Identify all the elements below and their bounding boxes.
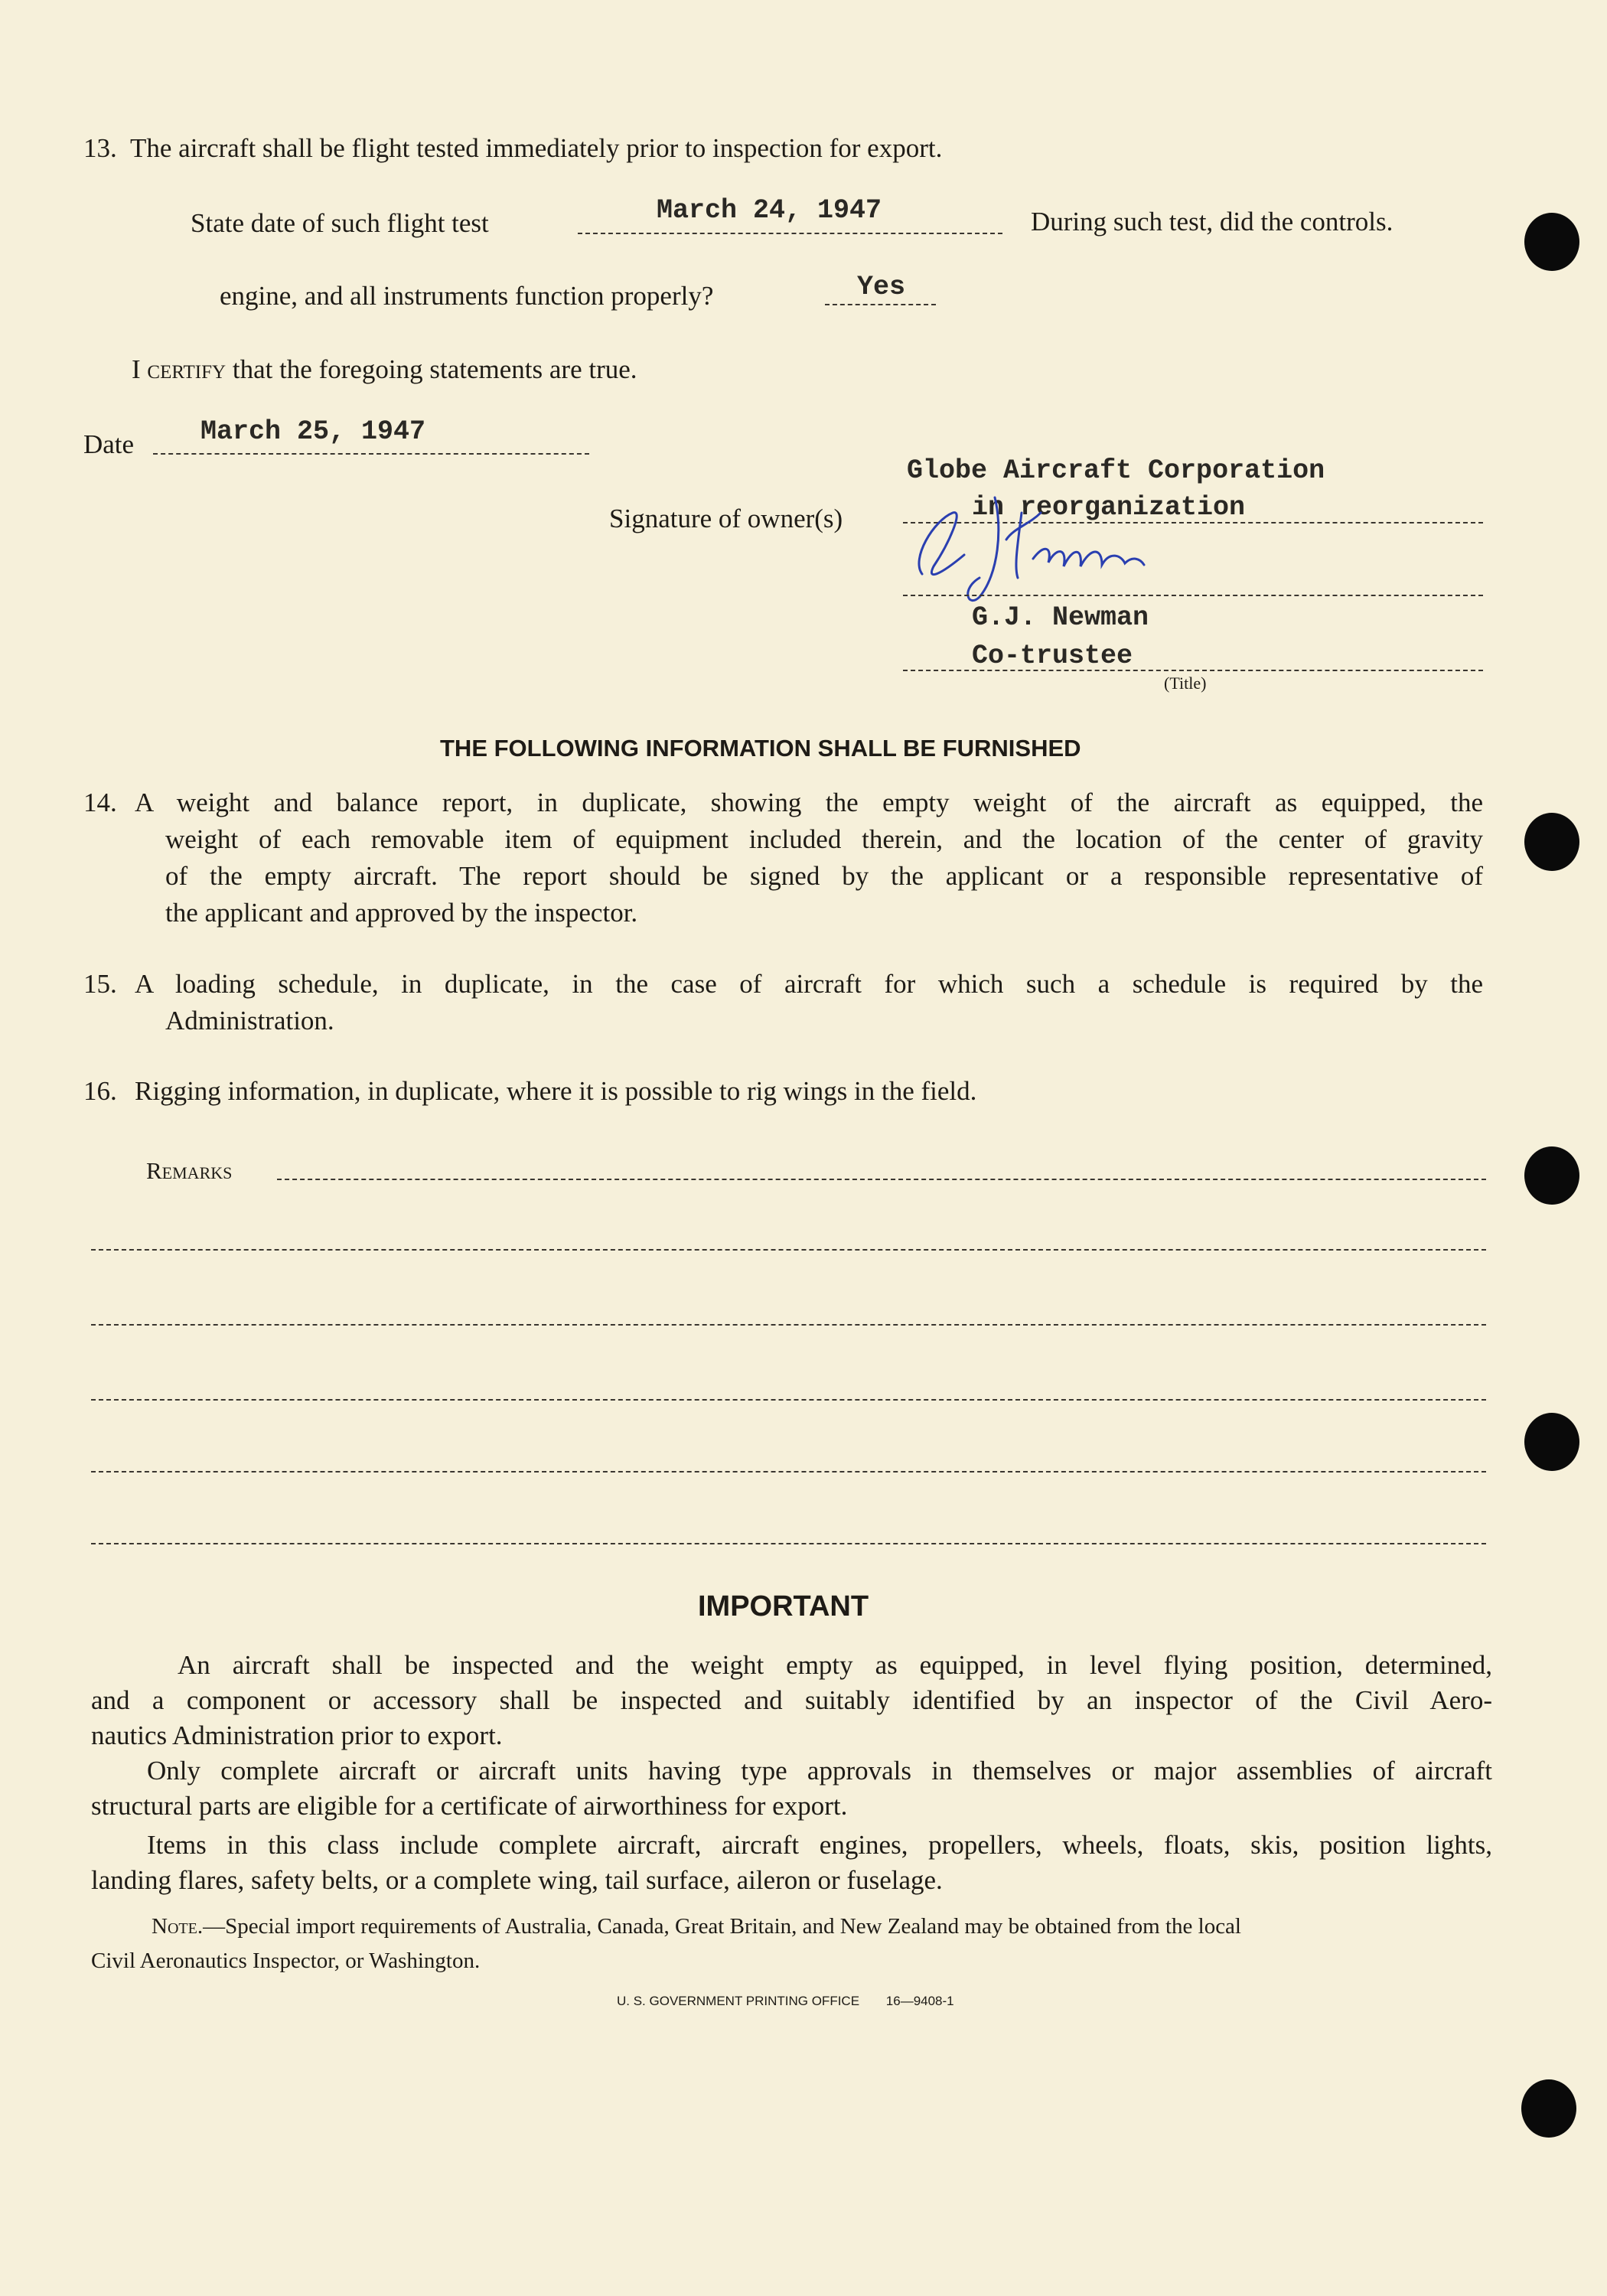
owner-line-2 [903, 595, 1483, 596]
punch-hole [1521, 2079, 1576, 2138]
important-line: and a component or accessory shall be inspected and suitably identified by an inspector of the Civil Aero- [91, 1685, 1492, 1715]
owner-title-field[interactable]: Co-trustee [972, 641, 1133, 671]
certify-lead: I certify [132, 354, 227, 384]
item-16-text: Rigging information, in duplicate, where it is possible to rig wings in the field. [135, 1076, 977, 1106]
important-line: Items in this class include complete aircraft, aircraft engines, propellers, wheels, floats, skis, position lights, [147, 1830, 1492, 1860]
footer-printer-name: U. S. GOVERNMENT PRINTING OFFICE [617, 1994, 860, 2008]
important-line: structural parts are eligible for a certificate of airworthiness for export. [91, 1791, 848, 1821]
remarks-line[interactable] [91, 1324, 1486, 1326]
controls-question-1: During such test, did the controls. [1031, 207, 1393, 236]
item-14-line: of the empty aircraft. The report should be signed by the applicant or a responsible representative of [165, 861, 1483, 891]
furnish-heading: THE FOLLOWING INFORMATION SHALL BE FURNISHED [440, 735, 1081, 762]
item-15-line: A loading schedule, in duplicate, in the case of aircraft for which such a schedule is required by the [135, 969, 1483, 999]
important-line: An aircraft shall be inspected and the weight empty as equipped, in level flying position, determined, [178, 1650, 1492, 1680]
remarks-line[interactable] [277, 1179, 1486, 1180]
remarks-line[interactable] [91, 1543, 1486, 1544]
important-line: landing flares, safety belts, or a complete wing, tail surface, aileron or fuselage. [91, 1865, 943, 1895]
remarks-line[interactable] [91, 1471, 1486, 1473]
item-14-line: weight of each removable item of equipment included therein, and the location of the center of gravity [165, 824, 1483, 854]
owner-signature-label: Signature of owner(s) [609, 504, 843, 533]
punch-hole [1524, 1413, 1579, 1471]
item-15-number: 15. [83, 969, 117, 999]
note-lead: Note. [152, 1914, 204, 1939]
date-field[interactable]: March 25, 1947 [200, 416, 426, 447]
remarks-line[interactable] [91, 1399, 1486, 1401]
flight-test-date-line [578, 233, 1002, 234]
punch-hole [1524, 813, 1579, 871]
owner-company-line2: in reorganization [972, 492, 1246, 523]
note-line-2: Civil Aeronautics Inspector, or Washington. [91, 1949, 481, 1973]
owner-title-line [903, 670, 1483, 671]
item-13-number: 13. [83, 133, 117, 163]
important-line: Only complete aircraft or aircraft units having type approvals in themselves or major assemblies of aircraft [147, 1756, 1492, 1786]
footer-form-number: 16—9408-1 [885, 1994, 954, 2008]
important-line: nautics Administration prior to export. [91, 1720, 503, 1750]
controls-question-2: engine, and all instruments function properly? [220, 281, 714, 311]
item-14-line: A weight and balance report, in duplicate, showing the empty weight of the aircraft as equipped, the [135, 788, 1483, 817]
owner-title-label: (Title) [1164, 673, 1207, 693]
item-14-line: the applicant and approved by the inspector. [165, 898, 638, 928]
flight-test-date-field[interactable]: March 24, 1947 [657, 195, 882, 226]
date-label: Date [83, 429, 135, 459]
note-text: —Special import requirements of Australia, Canada, Great Britain, and New Zealand may be obtained from the local [203, 1914, 1241, 1939]
item-13-text: The aircraft shall be flight tested immediately prior to inspection for export. [130, 133, 943, 163]
important-heading: IMPORTANT [698, 1590, 869, 1623]
handwritten-signature [880, 482, 1263, 620]
footer-printer [617, 1994, 954, 2007]
item-15-line: Administration. [165, 1006, 334, 1035]
owner-name: G.J. Newman [972, 602, 1149, 633]
date-line [153, 453, 589, 455]
certify-rest: that the foregoing statements are true. [232, 354, 637, 384]
item-16-number: 16. [83, 1076, 117, 1106]
flight-test-label: State date of such flight test [191, 208, 489, 238]
punch-hole [1524, 1146, 1579, 1205]
controls-answer-line [825, 304, 936, 305]
punch-hole [1524, 213, 1579, 271]
certify-statement [132, 356, 637, 383]
remarks-line[interactable] [91, 1249, 1486, 1251]
owner-company-line1: Globe Aircraft Corporation [907, 455, 1325, 486]
item-14-number: 14. [83, 788, 117, 817]
remarks-label: Remarks [146, 1157, 233, 1184]
controls-answer-field[interactable]: Yes [857, 272, 906, 302]
note-line-1 [152, 1916, 1241, 1938]
